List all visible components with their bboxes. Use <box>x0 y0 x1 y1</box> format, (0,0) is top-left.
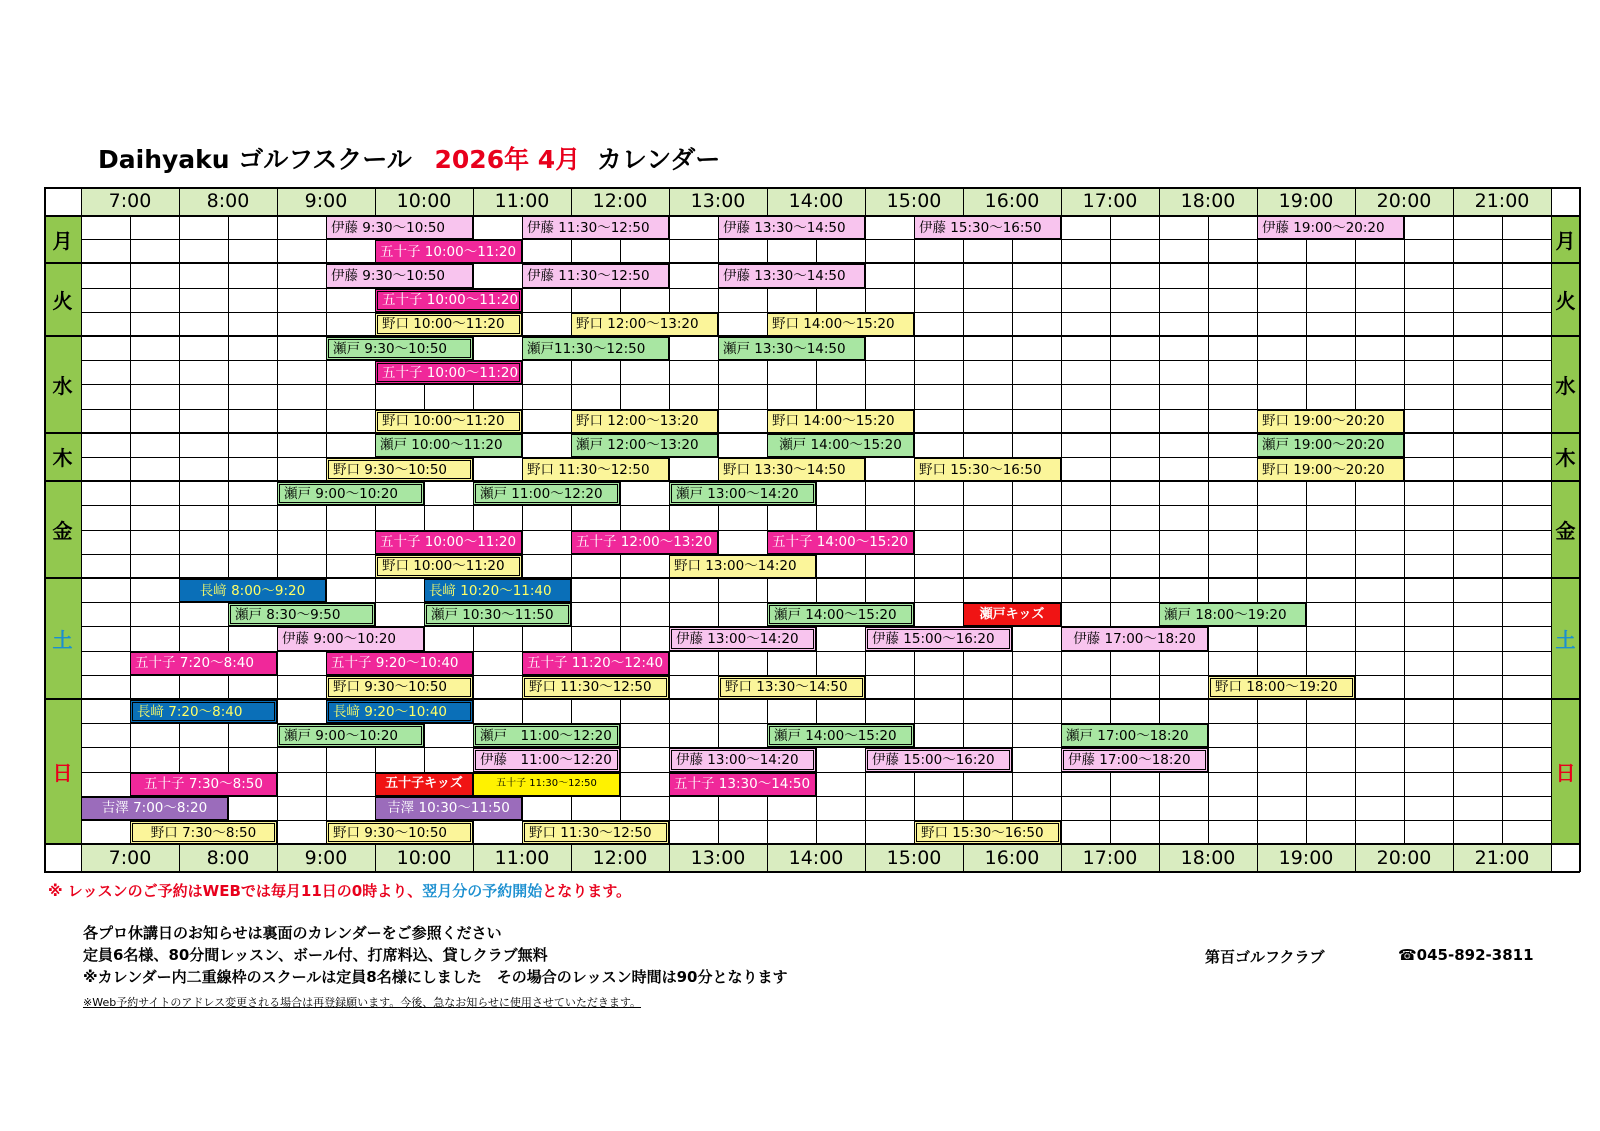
time-header-top: 16:00 <box>963 187 1061 215</box>
half-hour-line <box>130 215 131 844</box>
info-block <box>83 922 787 988</box>
time-header-bottom: 12:00 <box>571 844 669 872</box>
club-name: 第百ゴルフクラブ <box>1205 948 1325 966</box>
day-label-right: 火 <box>1551 263 1580 336</box>
time-header-bottom: 11:00 <box>473 844 571 872</box>
lesson-seto: 瀬戸 12:00～13:20 <box>571 434 718 457</box>
day-label-right: 土 <box>1551 578 1580 699</box>
lesson-ito: 伊藤 15:00～16:20 <box>865 748 1012 771</box>
time-header-bottom: 14:00 <box>767 844 865 872</box>
lesson-yellow: 五十子 11:30～12:50 <box>473 773 620 796</box>
half-hour-line <box>816 215 817 844</box>
lesson-seto: 瀬戸 18:00～19:20 <box>1159 603 1306 626</box>
hour-line <box>277 187 278 872</box>
lesson-isoko: 五十子 10:00～11:20 <box>375 531 522 554</box>
lesson-noguchi: 野口 11:30～12:50 <box>522 676 669 699</box>
lesson-seto: 瀬戸 10:00～11:20 <box>375 434 522 457</box>
lesson-ito: 伊藤 15:00～16:20 <box>865 627 1012 650</box>
outer-border <box>44 187 46 872</box>
day-label-left: 水 <box>44 336 81 433</box>
notice-part3: となります。 <box>542 882 632 900</box>
outer-border <box>44 871 1580 873</box>
lesson-noguchi: 野口 13:30～14:50 <box>718 458 865 481</box>
title-month: 2026年 4月 <box>434 145 581 174</box>
time-header-bottom: 19:00 <box>1257 844 1355 872</box>
day-label-right: 木 <box>1551 433 1580 481</box>
lesson-noguchi: 野口 19:00～20:20 <box>1257 458 1404 481</box>
time-header-top: 9:00 <box>277 187 375 215</box>
title-suffix: カレンダー <box>596 145 721 174</box>
lesson-isoko: 五十子 14:00～15:20 <box>767 531 914 554</box>
lesson-noguchi: 野口 9:30～10:50 <box>326 458 473 481</box>
lesson-noguchi: 野口 9:30～10:50 <box>326 676 473 699</box>
lesson-ito: 伊藤 13:00～14:20 <box>669 627 816 650</box>
lesson-seto: 瀬戸 11:00～12:20 <box>473 482 620 505</box>
lesson-isoko: 五十子 10:00～11:20 <box>375 361 522 384</box>
lesson-kids: 瀬戸キッズ <box>963 603 1061 626</box>
notice-part2: 翌月分の予約開始 <box>422 882 543 900</box>
day-label-left: 月 <box>44 215 81 263</box>
outer-border <box>1551 187 1552 872</box>
lesson-seto: 瀬戸 19:00～20:20 <box>1257 434 1404 457</box>
half-hour-line <box>326 215 327 844</box>
lesson-noguchi: 野口 19:00～20:20 <box>1257 410 1404 433</box>
lesson-seto: 瀬戸 9:30～10:50 <box>326 337 473 360</box>
time-header-top: 17:00 <box>1061 187 1159 215</box>
time-header-bottom: 13:00 <box>669 844 767 872</box>
notice-part1: ※ レッスンのご予約はWEBでは毎月11日の0時より、 <box>48 882 423 900</box>
lesson-seto: 瀬戸 14:00～15:20 <box>767 603 914 626</box>
outer-border <box>44 187 1580 189</box>
lesson-noguchi: 野口 13:30～14:50 <box>718 676 865 699</box>
outer-border <box>81 187 82 872</box>
lesson-noguchi: 野口 10:00～11:20 <box>375 410 522 433</box>
outer-border <box>1579 187 1581 872</box>
lesson-yoshizawa: 吉澤 10:30～11:50 <box>375 797 522 820</box>
info-line3: ※カレンダー内二重線枠のスクールは定員8名様にしました その場合のレッスン時間は90分となります <box>83 968 788 986</box>
time-header-top: 15:00 <box>865 187 963 215</box>
lesson-isoko: 五十子 13:30～14:50 <box>669 773 816 796</box>
day-label-left: 木 <box>44 433 81 481</box>
lesson-isoko: 五十子 10:00～11:20 <box>375 289 522 312</box>
lesson-ito: 伊藤 13:00～14:20 <box>669 748 816 771</box>
day-label-left: 金 <box>44 481 81 578</box>
info-line1: 各プロ休講日のお知らせは裏面のカレンダーをご参照ください <box>83 924 502 942</box>
time-header-top: 11:00 <box>473 187 571 215</box>
time-header-top: 10:00 <box>375 187 473 215</box>
lesson-noguchi: 野口 13:00～14:20 <box>669 555 816 578</box>
club-phone: ☎045-892-3811 <box>1398 946 1534 964</box>
lesson-seto: 瀬戸 9:00～10:20 <box>277 482 424 505</box>
lesson-noguchi: 野口 10:00～11:20 <box>375 313 522 336</box>
lesson-seto: 瀬戸 13:30～14:50 <box>718 337 865 360</box>
info-small-note: ※Web予約サイトのアドレス変更される場合は再登録願います。今後、急なお知らせに使用させていただきます。 <box>83 996 642 1009</box>
lesson-seto: 瀬戸 14:00～15:20 <box>767 724 914 747</box>
time-header-top: 8:00 <box>179 187 277 215</box>
lesson-noguchi: 野口 7:30～8:50 <box>130 821 277 844</box>
day-label-right: 日 <box>1551 699 1580 844</box>
time-header-top: 21:00 <box>1453 187 1551 215</box>
lesson-ito: 伊藤 11:30～12:50 <box>522 264 669 287</box>
lesson-seto: 瀬戸 9:00～10:20 <box>277 724 424 747</box>
day-label-right: 水 <box>1551 336 1580 433</box>
time-header-top: 20:00 <box>1355 187 1453 215</box>
lesson-ito: 伊藤 11:00～12:20 <box>473 748 620 771</box>
lesson-nagasaki: 長﨑 7:20～8:40 <box>130 700 277 723</box>
lesson-ito: 伊藤 11:30～12:50 <box>522 216 669 239</box>
lesson-seto: 瀬戸 8:30～9:50 <box>228 603 375 626</box>
half-hour-line <box>1208 215 1209 844</box>
half-hour-line <box>620 215 621 844</box>
lesson-seto: 瀬戸11:30～12:50 <box>522 337 669 360</box>
lesson-ito: 伊藤 17:00～18:20 <box>1061 627 1208 650</box>
lesson-ito: 伊藤 17:00～18:20 <box>1061 748 1208 771</box>
lesson-kids: 五十子キッズ <box>375 773 473 796</box>
time-header-top: 19:00 <box>1257 187 1355 215</box>
lesson-seto: 瀬戸 13:00～14:20 <box>669 482 816 505</box>
time-header-bottom: 10:00 <box>375 844 473 872</box>
title-brand: Daihyaku ゴルフスクール <box>98 145 412 174</box>
hour-line <box>179 187 180 872</box>
half-hour-line <box>228 215 229 844</box>
time-header-top: 12:00 <box>571 187 669 215</box>
half-hour-line <box>1012 215 1013 844</box>
lesson-ito: 伊藤 15:30～16:50 <box>914 216 1061 239</box>
time-header-bottom: 8:00 <box>179 844 277 872</box>
time-header-bottom: 16:00 <box>963 844 1061 872</box>
lesson-isoko: 五十子 11:20～12:40 <box>522 652 669 675</box>
time-header-bottom: 17:00 <box>1061 844 1159 872</box>
time-header-bottom: 18:00 <box>1159 844 1257 872</box>
time-header-top: 13:00 <box>669 187 767 215</box>
lesson-yoshizawa: 吉澤 7:00～8:20 <box>81 797 228 820</box>
lesson-seto: 瀬戸 11:00～12:20 <box>473 724 620 747</box>
half-hour-line <box>1502 215 1503 844</box>
day-label-left: 土 <box>44 578 81 699</box>
lesson-ito: 伊藤 13:30～14:50 <box>718 216 865 239</box>
day-label-right: 月 <box>1551 215 1580 263</box>
lesson-noguchi: 野口 12:00～13:20 <box>571 410 718 433</box>
time-header-top: 7:00 <box>81 187 179 215</box>
lesson-noguchi: 野口 11:30～12:50 <box>522 458 669 481</box>
lesson-seto: 瀬戸 17:00～18:20 <box>1061 724 1208 747</box>
lesson-noguchi: 野口 10:00～11:20 <box>375 555 522 578</box>
lesson-noguchi: 野口 14:00～15:20 <box>767 410 914 433</box>
lesson-noguchi: 野口 18:00～19:20 <box>1208 676 1355 699</box>
lesson-ito: 伊藤 9:30～10:50 <box>326 264 473 287</box>
lesson-ito: 伊藤 9:00～10:20 <box>277 627 424 650</box>
lesson-nagasaki: 長﨑 9:20～10:40 <box>326 700 473 723</box>
day-label-left: 日 <box>44 699 81 844</box>
lesson-isoko: 五十子 12:00～13:20 <box>571 531 718 554</box>
lesson-noguchi: 野口 12:00～13:20 <box>571 313 718 336</box>
hour-line <box>1257 187 1258 872</box>
half-hour-line <box>1306 215 1307 844</box>
time-header-top: 14:00 <box>767 187 865 215</box>
lesson-isoko: 五十子 10:00～11:20 <box>375 240 522 263</box>
lesson-noguchi: 野口 9:30～10:50 <box>326 821 473 844</box>
lesson-nagasaki: 長﨑 10:20～11:40 <box>424 579 571 602</box>
lesson-seto: 瀬戸 10:30～11:50 <box>424 603 571 626</box>
lesson-isoko: 五十子 9:20～10:40 <box>326 652 473 675</box>
time-header-bottom: 7:00 <box>81 844 179 872</box>
lesson-ito: 伊藤 13:30～14:50 <box>718 264 865 287</box>
lesson-seto: 瀬戸 14:00～15:20 <box>767 434 914 457</box>
reservation-notice <box>48 880 631 901</box>
lesson-noguchi: 野口 15:30～16:50 <box>914 458 1061 481</box>
info-line2: 定員6名様、80分間レッスン、ボール付、打席料込、貸しクラブ無料 <box>83 946 548 964</box>
hour-line <box>1355 187 1356 872</box>
day-label-left: 火 <box>44 263 81 336</box>
time-header-bottom: 15:00 <box>865 844 963 872</box>
lesson-ito: 伊藤 19:00～20:20 <box>1257 216 1404 239</box>
time-header-top: 18:00 <box>1159 187 1257 215</box>
day-label-right: 金 <box>1551 481 1580 578</box>
lesson-noguchi: 野口 14:00～15:20 <box>767 313 914 336</box>
lesson-isoko: 五十子 7:20～8:40 <box>130 652 277 675</box>
half-hour-line <box>1404 215 1405 844</box>
lesson-noguchi: 野口 11:30～12:50 <box>522 821 669 844</box>
lesson-ito: 伊藤 9:30～10:50 <box>326 216 473 239</box>
lesson-isoko: 五十子 7:30～8:50 <box>130 773 277 796</box>
hour-line <box>1453 187 1454 872</box>
time-header-bottom: 21:00 <box>1453 844 1551 872</box>
lesson-nagasaki: 長﨑 8:00～9:20 <box>179 579 326 602</box>
lesson-noguchi: 野口 15:30～16:50 <box>914 821 1061 844</box>
time-header-bottom: 20:00 <box>1355 844 1453 872</box>
time-header-bottom: 9:00 <box>277 844 375 872</box>
